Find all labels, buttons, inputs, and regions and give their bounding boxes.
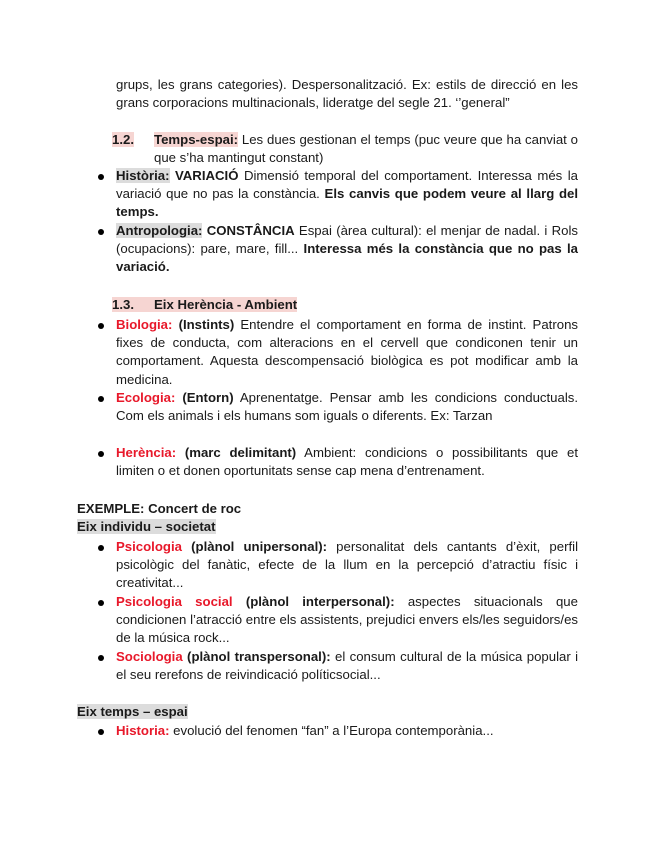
bullet-icon — [98, 600, 104, 606]
bullet-icon — [98, 396, 104, 402]
list-item-ecologia: Ecologia: (Entorn) Aprenentatge. Pensar amb les condicions conductuals. Com els animals i els humans som iguals o diferents. Ex: Tarzan — [116, 390, 579, 424]
list-item-historia-fan: Historia: evolució del fenomen “fan” a l’Europa contemporània... — [116, 723, 494, 738]
list-item-psicologia-social: Psicologia social (plànol interpersonal): aspectes situacionals que condicionen l’atracció entre els assistents, prejudici envers els/les seguidors/es de la música rock... — [116, 594, 578, 646]
bullet-icon — [98, 174, 104, 180]
bullet-icon — [98, 655, 104, 661]
section-1-3-number: 1.3. — [112, 297, 134, 312]
bullet-icon — [98, 229, 104, 235]
intro-paragraph: grups, les grans categories). Despersonalització. Ex: estils de direcció en les grans corporacions multinacionals, lideratge del segle 21. ‘’general” — [116, 77, 578, 111]
bullet-icon — [98, 323, 104, 329]
list-item-antropologia: Antropologia: CONSTÂNCIA Espai (àrea cultural): el menjar de nadal. i Rols (ocupacions): pare, mare, fill... Interessa més la constància que no pas la variació. — [116, 223, 578, 275]
list-item-sociologia: Sociologia (plànol transpersonal): el consum cultural de la música popular i el seu rerefons de reivindicació políticsocial... — [116, 649, 578, 683]
list-item-herencia: Herència: (marc delimitant) Ambient: condicions o possibilitants que et limiten o et donen oportunitats sense cap mena d’entrenament. — [116, 445, 578, 479]
section-1-2-heading — [154, 131, 578, 167]
section-1-2-title: Temps-espai: — [154, 132, 239, 147]
axis-individu-societat-title: Eix individu – societat — [77, 519, 216, 534]
list-item-biologia: Biologia: (Instints) Entendre el comportament en forma de instint. Patrons fixes de conducta, com alteracions en el cervell que condiconen tenir un comportament. Aquesta descompensació biològica es pot modificar amb la medicina. — [116, 317, 578, 387]
section-1-3-title: Eix Herència - Ambient — [154, 297, 298, 312]
list-item-psicologia: Psicologia (plànol unipersonal): personalitat dels cantants d’èxit, perfil psicològic del fanàtic, efecte de la llum en la percepció d’atractiu físic i creativitat... — [116, 539, 578, 591]
example-title: EXEMPLE: Concert de roc — [77, 501, 242, 516]
bullet-icon — [98, 451, 104, 457]
section-1-3-heading — [112, 296, 582, 314]
bullet-icon — [98, 545, 104, 551]
list-item-historia: Història: VARIACIÓ Dimensió temporal del comportament. Interessa més la variació que no pas la constància. Els canvis que podem veure al llarg del temps. — [116, 168, 579, 220]
axis-temps-espai-title: Eix temps – espai — [77, 704, 188, 719]
section-1-2-number: 1.2. — [112, 132, 134, 147]
section-1-2-text: Les dues gestionan el temps (puc veure que ha canviat o que s’ha mantingut constant) — [154, 132, 578, 166]
bullet-icon — [98, 729, 104, 735]
